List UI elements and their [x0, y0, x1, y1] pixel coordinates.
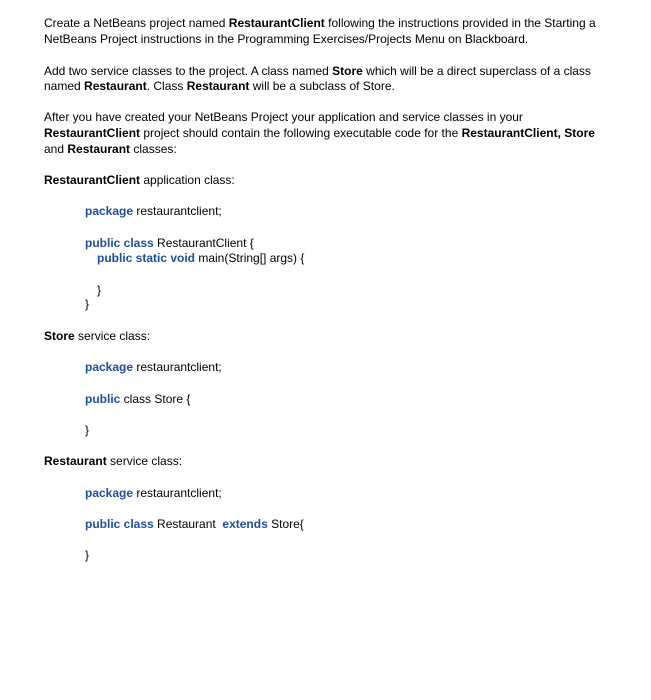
intro-line-1: Create a NetBeans project named RestaurantClient following the instructions provided in the Starting a [44, 16, 596, 30]
services-line-1: Add two service classes to the project. A class named Store which will be a direct superclass of a class [44, 64, 591, 78]
after-line-1: After you have created your NetBeans Project your application and service classes in your [44, 110, 523, 124]
client-package-line: package restaurantclient; [85, 204, 222, 218]
client-main-line: public static void main(String[] args) { [97, 251, 305, 265]
intro-line-2: NetBeans Project instructions in the Programming Exercises/Projects Menu on Blackboard. [44, 32, 529, 46]
client-class-line: public class RestaurantClient { [85, 236, 254, 250]
client-close-inner: } [97, 283, 102, 297]
restaurant-class-line: public class Restaurant extends Store{ [85, 517, 304, 531]
store-package-line: package restaurantclient; [85, 360, 222, 374]
client-close-outer: } [85, 297, 90, 311]
store-class-line: public class Store { [85, 392, 191, 406]
services-line-2: named Restaurant. Class Restaurant will be a subclass of Store. [44, 79, 395, 93]
restaurant-heading: Restaurant service class: [44, 454, 183, 468]
after-line-3: and Restaurant classes: [44, 142, 177, 156]
store-heading: Store service class: [44, 329, 151, 343]
store-close: } [85, 423, 90, 437]
restaurant-package-line: package restaurantclient; [85, 486, 222, 500]
restaurant-close: } [85, 548, 90, 562]
after-line-2: RestaurantClient project should contain the following executable code for the RestaurantClient, Store [44, 126, 595, 140]
client-heading: RestaurantClient application class: [44, 173, 235, 187]
